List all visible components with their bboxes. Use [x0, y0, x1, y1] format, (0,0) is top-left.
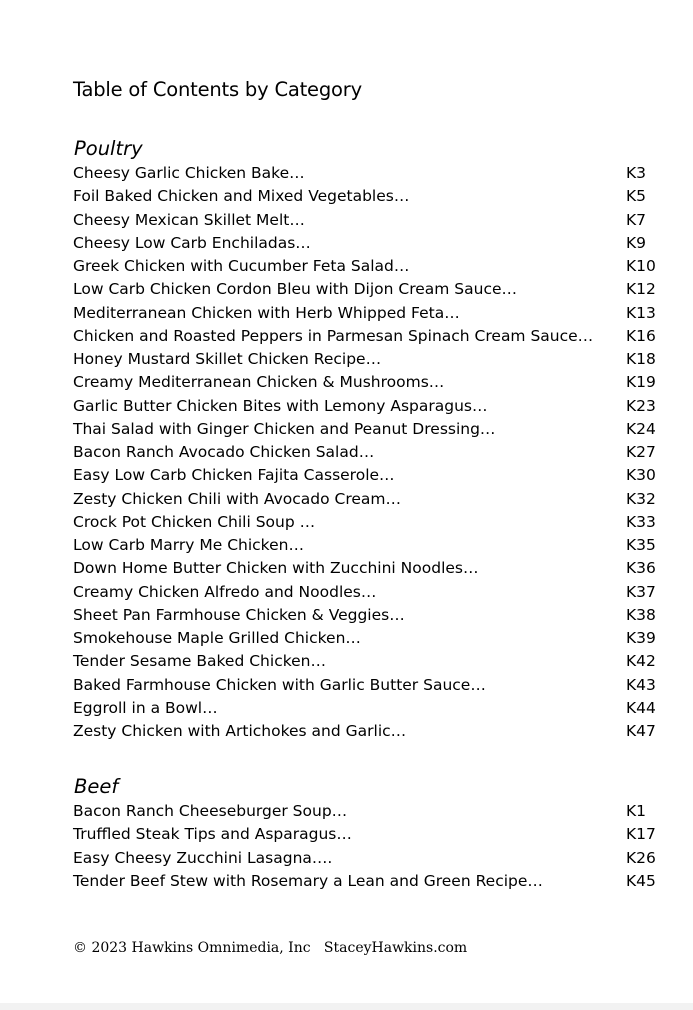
page-code: K26 — [626, 848, 656, 867]
page-code: K17 — [626, 825, 656, 844]
toc-entry — [73, 847, 673, 870]
recipe-name: Low Carb Marry Me Chicken… — [73, 536, 304, 554]
recipe-name: Creamy Mediterranean Chicken & Mushrooms… — [73, 373, 445, 392]
page-code: K9 — [626, 233, 647, 252]
page-code: K32 — [626, 489, 656, 508]
toc-entry — [73, 255, 673, 278]
recipe-name: Tender Beef Stew with Rosemary a Lean and Green Recipe… — [73, 871, 543, 890]
toc-entry — [73, 557, 673, 580]
recipe-name: Bacon Ranch Cheeseburger Soup… — [73, 802, 348, 820]
toc-entry — [73, 627, 673, 650]
page-code: K36 — [626, 559, 656, 578]
toc-entry — [73, 511, 673, 534]
page-code: K45 — [626, 871, 656, 890]
toc-entry — [73, 278, 673, 301]
recipe-name: Honey Mustard Skillet Chicken Recipe… — [73, 350, 382, 368]
toc-entry — [73, 488, 673, 511]
toc-entry — [73, 209, 673, 232]
page-code: K27 — [626, 443, 656, 461]
page-code: K38 — [626, 605, 656, 624]
page-code: K5 — [626, 187, 647, 206]
recipe-name: Smokehouse Maple Grilled Chicken… — [73, 629, 361, 647]
page-code: K19 — [626, 373, 656, 392]
page-code: K33 — [626, 512, 656, 531]
copyright-footer: © 2023 Hawkins Omnimedia, Inc StaceyHawkins.com — [73, 940, 468, 956]
poultry-entry-list — [73, 162, 673, 743]
toc-entry — [73, 348, 673, 371]
toc-entry — [73, 581, 673, 604]
page-code: K39 — [626, 629, 656, 647]
page-code: K44 — [626, 698, 656, 717]
page-code: K35 — [626, 536, 656, 554]
toc-entry — [73, 870, 673, 893]
page-code: K47 — [626, 722, 656, 740]
toc-entry — [73, 185, 673, 208]
page-code: K16 — [626, 326, 656, 345]
toc-entry — [73, 232, 673, 255]
toc-entry — [73, 674, 673, 697]
recipe-name: Easy Low Carb Chicken Fajita Casserole… — [73, 466, 395, 485]
page-code: K18 — [626, 350, 656, 368]
toc-entry — [73, 302, 673, 325]
toc-entry — [73, 162, 673, 185]
recipe-name: Low Carb Chicken Cordon Bleu with Dijon Cream Sauce… — [73, 280, 518, 299]
page-code: K10 — [626, 257, 656, 275]
page-code: K7 — [626, 210, 647, 229]
section-heading-beef: Beef — [74, 775, 119, 798]
toc-entry — [73, 395, 673, 418]
recipe-name: Foil Baked Chicken and Mixed Vegetables… — [73, 187, 410, 206]
recipe-name: Tender Sesame Baked Chicken… — [73, 652, 326, 671]
page-bottom-edge — [0, 1003, 693, 1010]
recipe-name: Easy Cheesy Zucchini Lasagna…. — [73, 848, 333, 867]
recipe-name: Crock Pot Chicken Chili Soup … — [73, 512, 316, 531]
toc-entry — [73, 418, 673, 441]
recipe-name: Down Home Butter Chicken with Zucchini Noodles… — [73, 559, 479, 578]
section-poultry — [73, 135, 673, 743]
toc-entry — [73, 534, 673, 557]
recipe-name: Bacon Ranch Avocado Chicken Salad… — [73, 443, 375, 461]
page-code: K23 — [626, 396, 656, 415]
beef-entry-list — [73, 800, 673, 893]
recipe-name: Truffled Steak Tips and Asparagus… — [73, 825, 352, 844]
toc-entry — [73, 604, 673, 627]
toc-entry — [73, 371, 673, 394]
toc-entry — [73, 800, 673, 823]
page-code: K3 — [626, 164, 647, 182]
toc-entry — [73, 697, 673, 720]
recipe-name: Chicken and Roasted Peppers in Parmesan Spinach Cream Sauce… — [73, 326, 594, 345]
page-code: K1 — [626, 802, 647, 820]
recipe-name: Creamy Chicken Alfredo and Noodles… — [73, 582, 377, 601]
section-beef — [73, 773, 673, 893]
toc-entry — [73, 720, 673, 743]
recipe-name: Garlic Butter Chicken Bites with Lemony Asparagus… — [73, 396, 488, 415]
page-code: K43 — [626, 675, 656, 694]
recipe-name: Cheesy Low Carb Enchiladas… — [73, 233, 311, 252]
recipe-name: Thai Salad with Ginger Chicken and Peanut Dressing… — [73, 419, 496, 438]
recipe-name: Zesty Chicken with Artichokes and Garlic… — [73, 722, 407, 740]
section-heading-poultry: Poultry — [74, 137, 143, 160]
recipe-name: Baked Farmhouse Chicken with Garlic Butter Sauce… — [73, 675, 486, 694]
recipe-name: Sheet Pan Farmhouse Chicken & Veggies… — [73, 605, 405, 624]
page-code: K13 — [626, 303, 656, 322]
recipe-name: Cheesy Garlic Chicken Bake… — [73, 164, 305, 182]
recipe-name: Zesty Chicken Chili with Avocado Cream… — [73, 489, 402, 508]
recipe-name: Eggroll in a Bowl… — [73, 698, 218, 717]
page-title: Table of Contents by Category — [73, 78, 362, 101]
toc-entry — [73, 650, 673, 673]
page-code: K12 — [626, 280, 656, 299]
toc-entry — [73, 441, 673, 464]
recipe-name: Mediterranean Chicken with Herb Whipped Feta… — [73, 303, 460, 322]
toc-entry — [73, 464, 673, 487]
toc-entry — [73, 325, 673, 348]
recipe-name: Cheesy Mexican Skillet Melt… — [73, 210, 305, 229]
page-code: K24 — [626, 419, 656, 438]
recipe-name: Greek Chicken with Cucumber Feta Salad… — [73, 257, 410, 275]
toc-entry — [73, 823, 673, 846]
page-code: K42 — [626, 652, 656, 671]
page-code: K37 — [626, 582, 656, 601]
page-code: K30 — [626, 466, 656, 485]
